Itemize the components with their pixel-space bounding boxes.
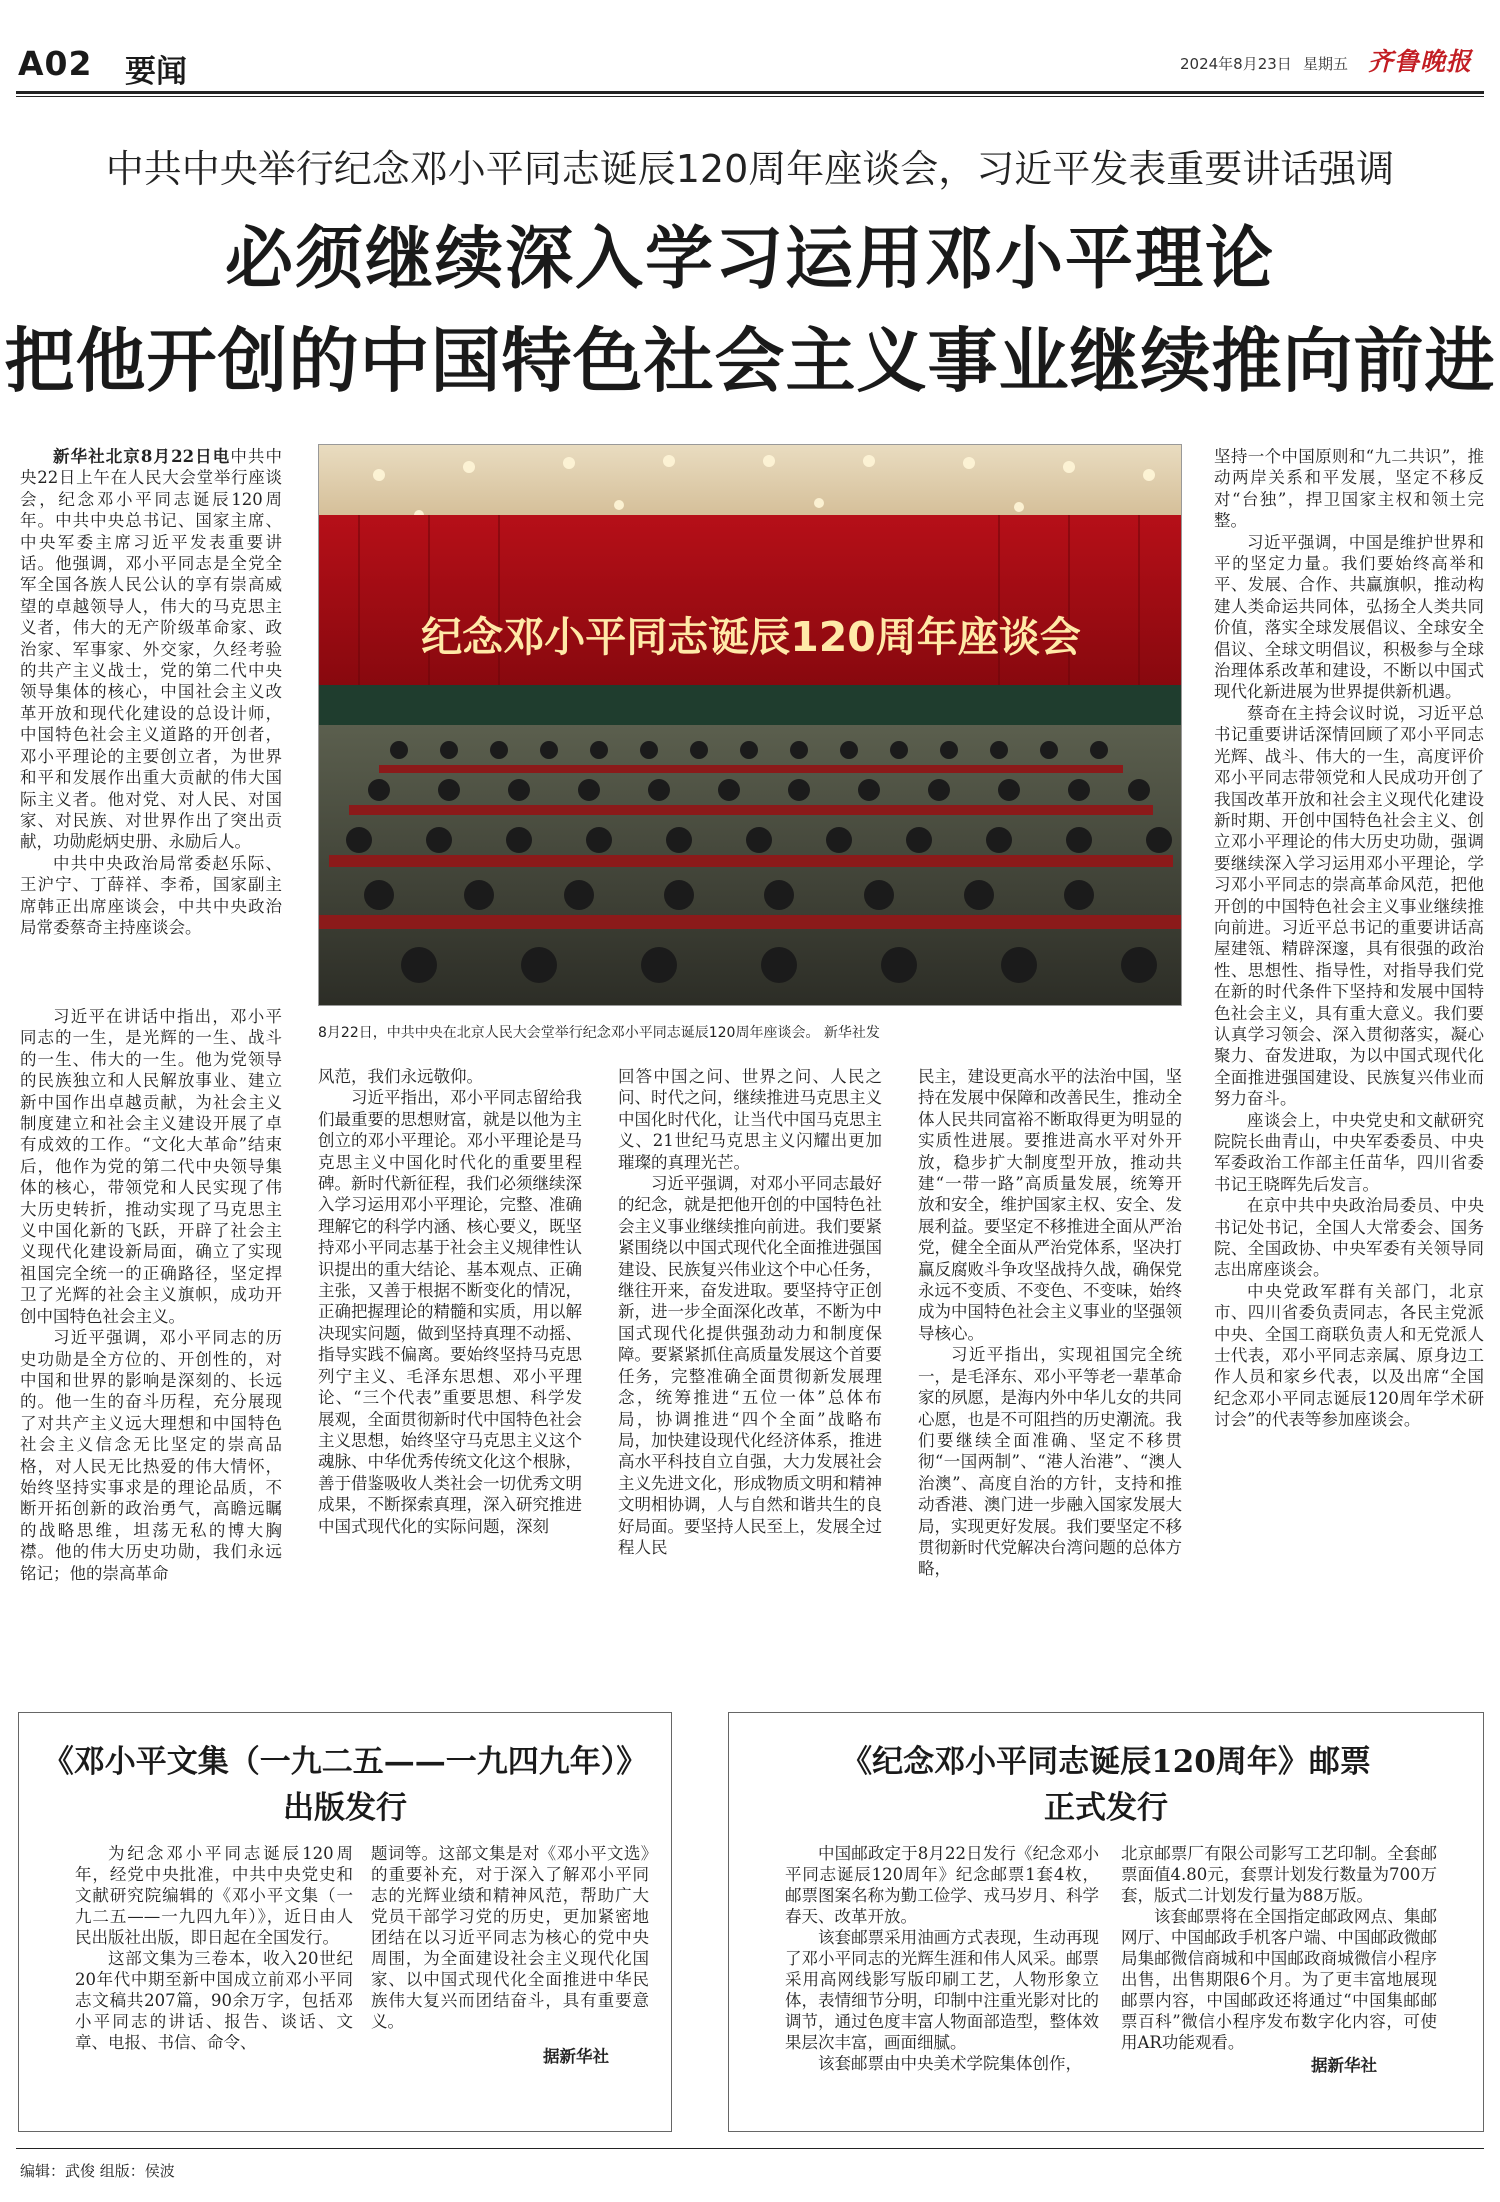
stamp-box-col2: [1121, 1843, 1437, 2123]
article-paragraph: 中央党政军群有关部门，北京市、四川省委负责同志，各民主党派中央、全国工商联负责人和无党派人士代表，邓小平同志亲属、原身边工作人员和家乡代表，以及出席“全国纪念邓小平同志诞辰120周年学术研讨会”的代表等参加座谈会。: [1214, 1281, 1484, 1430]
page-number: A02: [18, 44, 93, 83]
section-name: 要闻: [125, 54, 187, 90]
box-paragraph: 北京邮票厂有限公司影写工艺印制。全套邮票面值4.80元，套票计划发行数量为700万套，版式二计划发行量为88万版。: [1121, 1844, 1437, 1905]
article-paragraph: 习近平强调，中国是维护世界和平的坚定力量。我们要始终高举和平、发展、合作、共赢旗帜，推动构建人类命运共同体，弘扬全人类共同价值，落实全球发展倡议、全球安全倡议、全球文明倡议，积极参与全球治理体系改革和建设，不断以中国式现代化新进展为世界提供新机遇。: [1214, 532, 1484, 702]
masthead-rule: [16, 91, 1484, 94]
box-paragraph: 中国邮政定于8月22日发行《纪念邓小平同志诞辰120周年》纪念邮票1套4枚，邮票图案名称为勤工俭学、戎马岁月、科学春天、改革开放。: [785, 1844, 1099, 1926]
box-paragraph: 为纪念邓小平同志诞辰120周年，经党中央批准，中共中央党史和文献研究院编辑的《邓小平文集（一九二五——一九四九年）》，近日由人民出版社出版，即日起在全国发行。: [75, 1844, 353, 1947]
stamp-release-box: [728, 1712, 1484, 2132]
article-col2: [318, 1066, 582, 1668]
article-paragraph: 风范，我们永远敬仰。: [318, 1067, 483, 1086]
box-paragraph: 题词等。这部文集是对《邓小平文选》的重要补充，对于深入了解邓小平同志的光辉业绩和精神风范，帮助广大党员干部学习党的历史，更加紧密地团结在以习近平同志为核心的党中央周围，为全面建设社会主义现代化国家、以中国式现代化全面推进中华民族伟大复兴而团结奋斗，具有重要意义。: [371, 1844, 649, 2031]
box-paragraph: 这部文集为三卷本，收入20世纪20年代中期至新中国成立前邓小平同志文稿共207篇，90余万字，包括邓小平同志的讲话、报告、谈话、文章、电报、书信、命令、: [75, 1949, 353, 2052]
article-col1-bottom: [20, 1006, 282, 1668]
headline-main-line2: 把他开创的中国特色社会主义事业继续推向前进: [4, 319, 1496, 402]
issue-date: 2024年8月23日: [1180, 55, 1292, 73]
article-paragraph: 座谈会上，中央党史和文献研究院院长曲青山，中央军委委员、中央军委政治工作部主任苗华，四川省委书记王晓晖先后发言。: [1214, 1110, 1484, 1194]
book-box-col2: [371, 1843, 649, 2123]
stamp-box-col1: [785, 1843, 1099, 2123]
article-col3: [618, 1066, 882, 1668]
meeting-photo: [318, 444, 1182, 1006]
box-paragraph: 该套邮票将在全国指定邮政网点、集邮网厅、中国邮政手机客户端、中国邮政微邮局集邮微信商城和中国邮政商城微信小程序出售，出售期限6个月。为了更丰富地展现邮票内容，中国邮政还将通过“中国集邮邮票百科”微信小程序发布数字化内容，可使用AR功能观看。: [1121, 1907, 1437, 2052]
box-paragraph: 该套邮票采用油画方式表现，生动再现了邓小平同志的光辉生涯和伟人风采。邮票采用高网线影写版印刷工艺，人物形象立体，表情细节分明，印制中注重光影对比的调节，通过色度丰富人物面部造型，整体效果层次丰富，画面细腻。: [785, 1928, 1099, 2052]
article-col1-top: [20, 446, 282, 998]
book-box-col1: [75, 1843, 353, 2123]
stamp-box-title-line1: 《纪念邓小平同志诞辰120周年》邮票: [841, 1744, 1371, 1780]
article-paragraph: 习近平指出，实现祖国完全统一，是毛泽东、邓小平等老一辈革命家的夙愿，是海内外中华儿女的共同心愿，也是不可阻挡的历史潮流。我们要继续全面准确、坚定不移贯彻“一国两制”、“港人治港”、“澳人治澳”、高度自治的方针，支持和推动香港、澳门进一步融入国家发展大局，实现更好发展。我们要坚定不移贯彻新时代党解决台湾问题的总体方略，: [918, 1345, 1182, 1579]
article-paragraph: 蔡奇在主持会议时说，习近平总书记重要讲话深情回顾了邓小平同志光辉、战斗、伟大的一生，高度评价邓小平同志带领党和人民成功开创了我国改革开放和社会主义现代化建设新时期、开创中国特色社会主义、创立邓小平理论的伟大历史功勋，强调要继续深入学习运用邓小平理论，学习邓小平同志的崇高革命风范，把他开创的中国特色社会主义事业继续推向前进。习近平总书记的重要讲话高屋建瓴、精辟深邃，具有很强的政治性、思想性、指导性，对指导我们党在新的时代条件下坚持和发展中国特色社会主义，具有重大意义。我们要认真学习领会、深入贯彻落实，凝心聚力、奋发进取，为以中国式现代化全面推进强国建设、民族复兴伟业而努力奋斗。: [1214, 703, 1484, 1109]
article-paragraph: 习近平在讲话中指出，邓小平同志的一生，是光辉的一生、战斗的一生、伟大的一生。他为党领导的民族独立和人民解放事业、建立新中国作出卓越贡献，为社会主义制度建立和社会主义建设开展了卓有成效的工作。“文化大革命”结束后，他作为党的第二代中央领导集体的核心，带领党和人民实现了伟大历史转折，推动实现了马克思主义中国化新的飞跃，开辟了社会主义现代化建设新局面，确立了实现祖国完全统一的正确路径，坚定捍卫了光辉的社会主义旗帜，成功开创中国特色社会主义。: [20, 1007, 282, 1326]
article-col5: [1214, 446, 1484, 1668]
article-paragraph: 坚持一个中国原则和“九二共识”，推动两岸关系和平发展，坚定不移反对“台独”，捍卫国家主权和领土完整。: [1214, 447, 1484, 531]
photo-banner-text: 纪念邓小平同志诞辰120周年座谈会: [421, 613, 1081, 661]
stamp-box-title-line2: 正式发行: [1044, 1790, 1168, 1826]
photo-caption: 8月22日，中共中央在北京人民大会堂举行纪念邓小平同志诞辰120周年座谈会。 新华社发: [318, 1025, 880, 1041]
article-paragraph: 民主，建设更高水平的法治中国，坚持在发展中保障和改善民生，推动全体人民共同富裕不断取得更为明显的实质性进展。要推进高水平对外开放，稳步扩大制度型开放，推动共建“一带一路”高质量发展，统筹开放和安全，维护国家主权、安全、发展利益。要坚定不移推进全面从严治党，健全全面从严治党体系，坚决打赢反腐败斗争攻坚战持久战，确保党永远不变质、不变色、不变味，始终成为中国特色社会主义事业的坚强领导核心。: [918, 1067, 1182, 1343]
issue-weekday: 星期五: [1303, 55, 1349, 73]
article-paragraph: 回答中国之问、世界之问、人民之问、时代之问，继续推进马克思主义中国化时代化，让当代中国马克思主义、21世纪马克思主义闪耀出更加璀璨的真理光芒。: [618, 1067, 882, 1172]
article-paragraph: 中共中央政治局常委赵乐际、王沪宁、丁薛祥、李希，国家副主席韩正出席座谈会，中共中央政治局常委蔡奇主持座谈会。: [20, 853, 282, 937]
headline-main-line1: 必须继续深入学习运用邓小平理论: [224, 219, 1275, 299]
masthead-rule-thin: [16, 96, 1484, 97]
footer-rule: [16, 2148, 1484, 2149]
article-paragraph: 中共中央22日上午在人民大会堂举行座谈会，纪念邓小平同志诞辰120周年。中共中央总书记、国家主席、中央军委主席习近平发表重要讲话。他强调，邓小平同志是全党全军全国各族人民公认的享有崇高威望的卓越领导人，伟大的马克思主义者，伟大的无产阶级革命家、政治家、军事家、外交家，久经考验的共产主义战士，党的第二代中央领导集体的核心，中国社会主义改革开放和现代化建设的总设计师，中国特色社会主义道路的开创者，邓小平理论的主要创立者，为世界和平和发展作出重大贡献的伟大国际主义者。他对党、对人民、对国家、对民族、对世界作出了突出贡献，功勋彪炳史册、永励后人。: [20, 447, 282, 852]
article-paragraph: 习近平强调，邓小平同志的历史功勋是全方位的、开创性的，对中国和世界的影响是深刻的、长远的。他一生的奋斗历程，充分展现了对共产主义远大理想和中国特色社会主义信念无比坚定的崇高品格，对人民无比热爱的伟大情怀，始终坚持实事求是的理论品质，不断开拓创新的政治勇气，高瞻远瞩的战略思维，坦荡无私的博大胸襟。他的伟大历史功勋，我们永远铭记；他的崇高革命: [20, 1328, 282, 1583]
headline-kicker: 中共中央举行纪念邓小平同志诞辰120周年座谈会，习近平发表重要讲话强调: [105, 147, 1395, 191]
book-box-title-line1: 《邓小平文集（一九二五——一九四九年）》: [42, 1744, 648, 1780]
book-box-title-line2: 出版发行: [283, 1790, 407, 1826]
book-release-box: [18, 1712, 672, 2132]
paper-logo: 齐鲁晚报: [1368, 47, 1473, 76]
article-paragraph: 习近平指出，邓小平同志留给我们最重要的思想财富，就是以他为主创立的邓小平理论。邓小平理论是马克思主义中国化时代化的重要里程碑。新时代新征程，我们必须继续深入学习运用邓小平理论，完整、准确理解它的科学内涵、核心要义，既坚持邓小平同志基于社会主义规律性认识提出的重大结论、基本观点、正确主张，又善于根据不断变化的情况，正确把握理论的精髓和实质，用以解决现实问题，做到坚持真理不动摇、指导实践不偏离。要始终坚持马克思列宁主义、毛泽东思想、邓小平理论、“三个代表”重要思想、科学发展观，全面贯彻新时代中国特色社会主义思想，始终坚守马克思主义这个魂脉、中华优秀传统文化这个根脉，善于借鉴吸收人类社会一切优秀文明成果，不断探索真理，深入研究推进中国式现代化的实际问题，深刻: [318, 1088, 582, 1536]
editor-credits: 编辑：武俊 组版：侯波: [20, 2162, 175, 2180]
box-byline: 据新华社: [1311, 2056, 1377, 2075]
box-paragraph: 该套邮票由中央美术学院集体创作，: [818, 2054, 1082, 2073]
article-paragraph: 习近平强调，对邓小平同志最好的纪念，就是把他开创的中国特色社会主义事业继续推向前进。我们要紧紧围绕以中国式现代化全面推进强国建设、民族复兴伟业这个中心任务，继往开来，奋发进取。要坚持守正创新，进一步全面深化改革，不断为中国式现代化提供强劲动力和制度保障。要紧紧抓住高质量发展这个首要任务，完整准确全面贯彻新发展理念，统筹推进“五位一体”总体布局，协调推进“四个全面”战略布局，加快建设现代化经济体系，推进高水平科技自立自强，大力发展社会主义先进文化，形成物质文明和精神文明相协调，人与自然和谐共生的良好局面。要坚持人民至上，发展全过程人民: [618, 1174, 882, 1557]
box-byline: 据新华社: [543, 2047, 609, 2066]
article-col4: [918, 1066, 1182, 1668]
article-paragraph: 在京中共中央政治局委员、中央书记处书记，全国人大常委会、国务院、全国政协、中央军委有关领导同志出席座谈会。: [1214, 1196, 1484, 1280]
dateline: 新华社北京8月22日电: [53, 447, 231, 466]
